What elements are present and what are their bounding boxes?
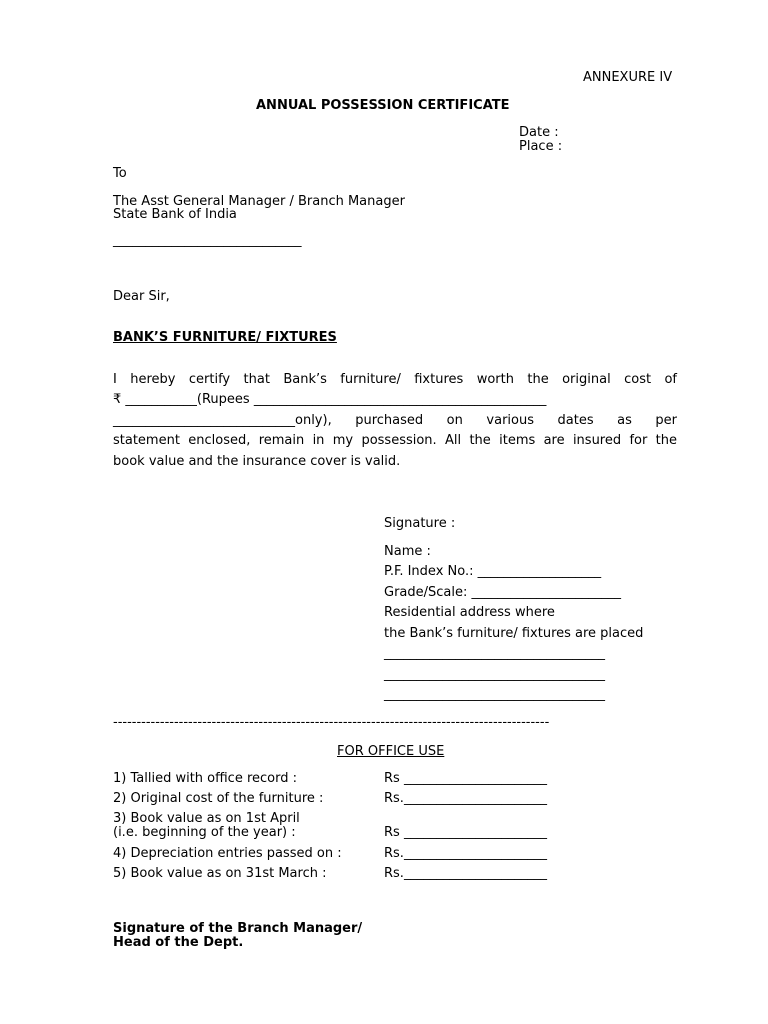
addressee-blank-line: _____________________________ [113, 233, 302, 248]
paragraph-line-4: statement enclosed, remain in my possession. All the items are insured for the [113, 433, 677, 449]
office-row-4-value: Rs.______________________ [384, 846, 547, 861]
office-row-2-value: Rs.______________________ [384, 791, 547, 806]
footer-signature-line-2: Head of the Dept. [113, 935, 244, 950]
footer-signature-line-1: Signature of the Branch Manager/ [113, 921, 363, 936]
paragraph-line-2: ₹ ___________(Rupees _____________________________________________ [113, 392, 547, 408]
address-label-2: the Bank’s furniture/ fixtures are placed [384, 625, 644, 641]
paragraph-line-5: book value and the insurance cover is valid. [113, 453, 401, 469]
signature-label: Signature : [384, 516, 456, 531]
address-blank-1: __________________________________ [384, 646, 605, 661]
address-blank-3: __________________________________ [384, 687, 605, 702]
office-row-3b-label: (i.e. beginning of the year) : [113, 825, 296, 840]
addressee-bank: State Bank of India [113, 207, 237, 222]
place-label: Place : [519, 139, 563, 154]
salutation: Dear Sir, [113, 289, 170, 304]
name-label: Name : [384, 543, 431, 559]
certification-paragraph [113, 370, 677, 472]
annexure-label: ANNEXURE IV [583, 70, 673, 85]
dashed-separator: --------------------------------------------------------------------------------------------- [113, 716, 550, 730]
office-row-2-label: 2) Original cost of the furniture : [113, 791, 324, 806]
office-row-1-label: 1) Tallied with office record : [113, 771, 297, 786]
paragraph-line-3: ____________________________only), purchased on various dates as per [113, 412, 677, 428]
paragraph-line-1: I hereby certify that Bank’s furniture/ fixtures worth the original cost of [113, 372, 677, 387]
office-row-5-value: Rs.______________________ [384, 866, 547, 881]
document-title: ANNUAL POSSESSION CERTIFICATE [256, 98, 510, 113]
address-label-1: Residential address where [384, 605, 555, 620]
addressee-title: The Asst General Manager / Branch Manager [113, 194, 405, 209]
subject-heading: BANK’S FURNITURE/ FIXTURES [113, 330, 337, 345]
grade-scale-label: Grade/Scale: _______________________ [384, 584, 622, 600]
signature-block [384, 514, 643, 706]
office-row-5-label: 5) Book value as on 31st March : [113, 866, 327, 881]
date-label: Date : [519, 125, 559, 140]
office-row-1-value: Rs ______________________ [384, 771, 547, 786]
office-use-heading: FOR OFFICE USE [337, 744, 445, 759]
office-row-4-label: 4) Depreciation entries passed on : [113, 846, 342, 861]
to-label: To [113, 166, 127, 181]
office-row-3-value: Rs ______________________ [384, 825, 547, 840]
pf-index-label: P.F. Index No.: ___________________ [384, 564, 602, 579]
address-blank-2: __________________________________ [384, 666, 605, 682]
office-row-3-label: 3) Book value as on 1st April [113, 811, 300, 826]
